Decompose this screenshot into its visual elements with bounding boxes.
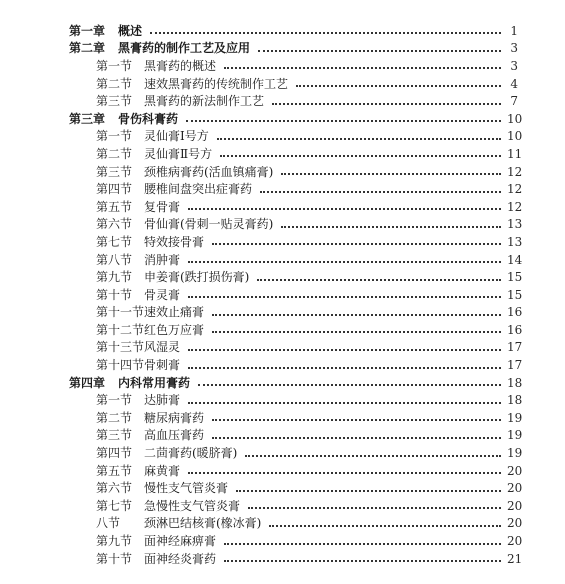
dot-leader — [217, 137, 501, 140]
dot-leader — [269, 524, 501, 527]
toc-section-row — [0, 409, 565, 427]
section-title: 糖尿病膏药 — [144, 410, 205, 425]
toc-section-row — [0, 391, 565, 409]
table-of-contents — [0, 22, 565, 567]
toc-section-row — [0, 321, 565, 339]
section-number: 第八节 — [96, 252, 133, 267]
dot-leader — [188, 260, 501, 263]
section-title: 速效黑膏药的传统制作工艺 — [144, 76, 289, 91]
page-number: 12 — [507, 182, 523, 197]
page-number: 19 — [507, 446, 523, 461]
page-number: 12 — [507, 164, 523, 179]
toc-section-row — [0, 532, 565, 550]
toc-chapter-row — [0, 22, 565, 40]
section-title: 慢性支气管炎膏 — [144, 481, 229, 496]
toc-section-row — [0, 497, 565, 515]
toc-section-row — [0, 145, 565, 163]
section-number: 第十三节 — [96, 340, 145, 355]
dot-leader — [188, 471, 501, 474]
section-number: 八节 — [96, 516, 121, 531]
dot-leader — [188, 207, 501, 210]
dot-leader — [272, 102, 501, 105]
section-number: 第二节 — [96, 410, 133, 425]
toc-section-row — [0, 339, 565, 357]
toc-section-row — [0, 444, 565, 462]
page-number: 20 — [507, 534, 523, 549]
section-number: 第三节 — [96, 94, 133, 109]
dot-leader — [224, 66, 501, 69]
page-number: 11 — [507, 146, 523, 161]
section-number: 第五节 — [96, 199, 133, 214]
dot-leader — [224, 542, 501, 545]
toc-section-row — [0, 479, 565, 497]
section-title: 黑膏药的概述 — [144, 58, 217, 73]
chapter-number: 第一章 — [69, 23, 106, 38]
chapter-title: 概述 — [118, 23, 143, 38]
section-title: 腰椎间盘突出症膏药 — [144, 182, 253, 197]
toc-section-row — [0, 286, 565, 304]
section-title: 消肿膏 — [144, 252, 181, 267]
section-title: 麻黄膏 — [144, 463, 181, 478]
toc-section-row — [0, 57, 565, 75]
page-number: 17 — [507, 358, 523, 373]
section-title: 颈淋巴结核膏(橡冰膏) — [144, 516, 262, 531]
toc-section-row — [0, 233, 565, 251]
dot-leader — [212, 242, 501, 245]
dot-leader — [188, 348, 501, 351]
chapter-title: 黑膏药的制作工艺及应用 — [118, 41, 251, 56]
dot-leader — [281, 172, 501, 175]
section-number: 第九节 — [96, 534, 133, 549]
dot-leader — [186, 119, 501, 122]
section-number: 第四节 — [96, 446, 133, 461]
toc-section-row — [0, 75, 565, 93]
page-number: 19 — [507, 410, 523, 425]
chapter-number: 第四章 — [69, 375, 106, 390]
section-title: 申姜膏(跌打损伤膏) — [144, 270, 250, 285]
dot-leader — [220, 154, 501, 157]
page-number: 7 — [510, 94, 518, 109]
page-number: 20 — [507, 463, 523, 478]
page-number: 13 — [507, 234, 523, 249]
section-title: 骨刺膏 — [144, 358, 181, 373]
page-number: 10 — [507, 111, 523, 126]
section-number: 第七节 — [96, 234, 133, 249]
toc-section-row — [0, 462, 565, 480]
dot-leader — [188, 366, 501, 369]
page-number: 19 — [507, 428, 523, 443]
section-title: 颈椎病膏药(活血镇痛膏) — [144, 164, 274, 179]
section-number: 第二节 — [96, 146, 133, 161]
section-number: 第十一节 — [96, 305, 145, 320]
page-number: 16 — [507, 322, 523, 337]
dot-leader — [236, 489, 501, 492]
dot-leader — [198, 383, 501, 386]
toc-section-row — [0, 128, 565, 146]
section-title: 黑膏药的新法制作工艺 — [144, 94, 265, 109]
section-number: 第三节 — [96, 164, 133, 179]
section-title: 复骨膏 — [144, 199, 181, 214]
chapter-title: 骨伤科膏药 — [118, 111, 179, 126]
toc-section-row — [0, 251, 565, 269]
section-number: 第一节 — [96, 58, 133, 73]
page-number: 4 — [510, 76, 518, 91]
section-title: 高血压膏药 — [144, 428, 205, 443]
toc-chapter-row — [0, 110, 565, 128]
dot-leader — [212, 418, 501, 421]
toc-section-row — [0, 268, 565, 286]
page-number: 14 — [507, 252, 523, 267]
chapter-number: 第二章 — [69, 41, 106, 56]
section-number: 第一节 — [96, 129, 133, 144]
section-title: 面神经麻痹膏 — [144, 534, 217, 549]
dot-leader — [212, 330, 501, 333]
page-number: 15 — [507, 287, 523, 302]
dot-leader — [245, 454, 501, 457]
section-title: 面神经炎膏药 — [144, 551, 217, 566]
section-number: 第六节 — [96, 217, 133, 232]
toc-section-row — [0, 198, 565, 216]
page-number: 10 — [507, 129, 523, 144]
chapter-number: 第三章 — [69, 111, 106, 126]
toc-chapter-row — [0, 40, 565, 58]
dot-leader — [212, 436, 501, 439]
section-title: 速效止痛膏 — [144, 305, 205, 320]
page-number: 20 — [507, 516, 523, 531]
section-title: 二茴膏药(暖脐膏) — [144, 446, 238, 461]
page-number: 13 — [507, 217, 523, 232]
page-number: 20 — [507, 481, 523, 496]
section-title: 特效接骨膏 — [144, 234, 205, 249]
section-title: 风湿灵 — [144, 340, 181, 355]
section-number: 第五节 — [96, 463, 133, 478]
page-number: 16 — [507, 305, 523, 320]
page-number: 12 — [507, 199, 523, 214]
page-number: 20 — [507, 498, 523, 513]
page-number: 17 — [507, 340, 523, 355]
toc-section-row — [0, 427, 565, 445]
toc-section-row — [0, 515, 565, 533]
toc-section-row — [0, 180, 565, 198]
section-number: 第十节 — [96, 551, 133, 566]
dot-leader — [258, 49, 501, 52]
section-number: 第二节 — [96, 76, 133, 91]
page-number: 18 — [507, 375, 523, 390]
section-title: 急慢性支气管炎膏 — [144, 498, 241, 513]
toc-chapter-row — [0, 374, 565, 392]
section-number: 第十二节 — [96, 322, 145, 337]
toc-section-row — [0, 550, 565, 568]
section-title: 灵仙膏Ⅱ号方 — [144, 146, 213, 161]
dot-leader — [248, 506, 501, 509]
dot-leader — [150, 31, 501, 34]
page-number: 21 — [507, 551, 523, 566]
toc-section-row — [0, 216, 565, 234]
section-number: 第三节 — [96, 428, 133, 443]
dot-leader — [188, 401, 501, 404]
dot-leader — [224, 559, 501, 562]
section-number: 第十四节 — [96, 358, 145, 373]
section-number: 第六节 — [96, 481, 133, 496]
toc-section-row — [0, 92, 565, 110]
page-number: 3 — [510, 58, 518, 73]
section-title: 达肺膏 — [144, 393, 181, 408]
dot-leader — [281, 225, 501, 228]
section-number: 第十节 — [96, 287, 133, 302]
dot-leader — [260, 190, 501, 193]
section-title: 骨仙膏(骨刺一贴灵膏药) — [144, 217, 274, 232]
section-title: 红色万应膏 — [144, 322, 205, 337]
dot-leader — [188, 295, 501, 298]
page-number: 18 — [507, 393, 523, 408]
dot-leader — [212, 313, 501, 316]
section-title: 骨灵膏 — [144, 287, 181, 302]
page-number: 15 — [507, 270, 523, 285]
dot-leader — [296, 84, 501, 87]
section-number: 第九节 — [96, 270, 133, 285]
section-number: 第七节 — [96, 498, 133, 513]
chapter-title: 内科常用膏药 — [118, 375, 191, 390]
page-number: 3 — [510, 41, 518, 56]
section-title: 灵仙膏Ⅰ号方 — [144, 129, 209, 144]
section-number: 第一节 — [96, 393, 133, 408]
toc-section-row — [0, 163, 565, 181]
toc-section-row — [0, 356, 565, 374]
section-number: 第四节 — [96, 182, 133, 197]
toc-section-row — [0, 304, 565, 322]
dot-leader — [257, 278, 501, 281]
page-number: 1 — [510, 23, 518, 38]
